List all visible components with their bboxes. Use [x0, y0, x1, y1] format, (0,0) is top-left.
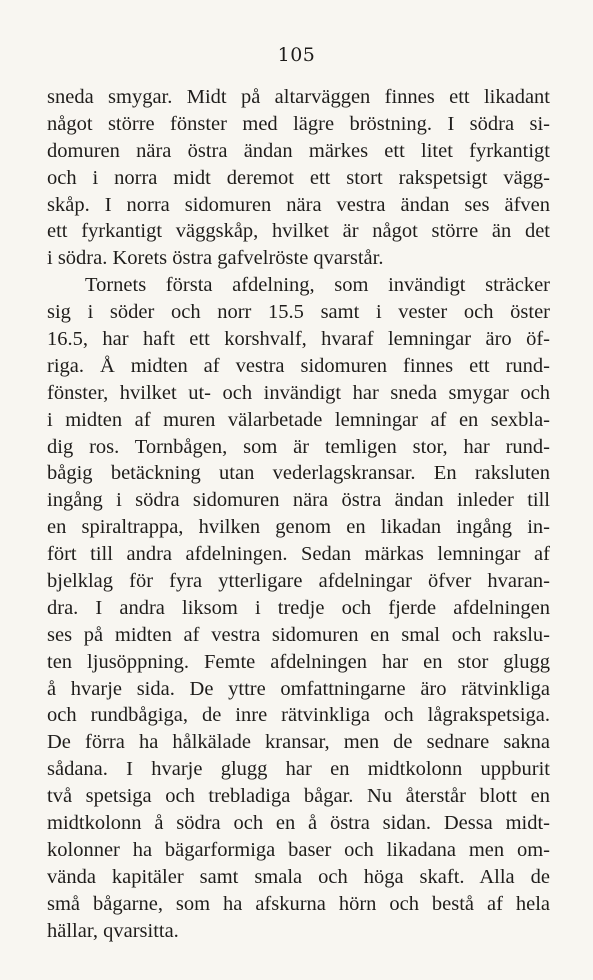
body-text [47, 84, 550, 945]
text-line: i södra. Korets östra gafvelröste qvarstår. [47, 247, 384, 270]
text-line: i midten af muren välarbetade lemningar af en sexbla- [47, 408, 550, 431]
text-line: riga. Å midten af vestra sidomuren finnes ett rund- [47, 354, 550, 377]
text-line: sådana. I hvarje glugg har en midtkolonn uppburit [47, 758, 550, 781]
text-line: dig ros. Tornbågen, som är temligen stor, har rund- [47, 435, 550, 458]
text-line: en spiraltrappa, hvilken genom en likadan ingång in- [47, 516, 550, 539]
text-line: något större fönster med lägre bröstning. I södra si- [47, 112, 550, 135]
text-line: midtkolonn å södra och en å östra sidan. Dessa midt- [47, 812, 550, 835]
text-line: kolonner ha bägarformiga baser och likadana men om- [47, 838, 550, 861]
text-line: domuren nära östra ändan märkes ett litet fyrkantigt [47, 139, 550, 162]
text-line: ingång i södra sidomuren nära östra ändan inleder till [47, 489, 550, 512]
text-line: sig i söder och norr 15.5 samt i vester och öster [47, 301, 550, 324]
text-line: bågig betäckning utan vederlagskransar. En raksluten [47, 462, 550, 485]
text-line: hällar, qvarsitta. [47, 919, 179, 942]
text-line: ett fyrkantigt väggskåp, hvilket är något större än det [47, 220, 550, 243]
text-line: vända kapitäler samt smala och höga skaft. Alla de [47, 865, 550, 888]
text-line: fönster, hvilket ut- och invändigt har sneda smygar och [47, 381, 550, 404]
text-line: två spetsiga och trebladiga bågar. Nu återstår blott en [47, 785, 550, 808]
text-line: bjelklag för fyra ytterligare afdelningar öfver hvaran- [47, 570, 550, 593]
text-line: och i norra midt deremot ett stort rakspetsigt vägg- [47, 166, 550, 189]
text-line: De förra ha hålkälade kransar, men de sednare sakna [47, 731, 550, 754]
text-line: skåp. I norra sidomuren nära vestra ändan ses äfven [47, 193, 550, 216]
text-line: dra. I andra liksom i tredje och fjerde afdelningen [47, 596, 550, 619]
text-line: Tornets första afdelning, som invändigt sträcker [85, 274, 550, 297]
text-line: å hvarje sida. De yttre omfattningarne äro rätvinkliga [47, 677, 550, 700]
text-line: fört till andra afdelningen. Sedan märkas lemningar af [47, 543, 550, 566]
text-line: ten ljusöppning. Femte afdelningen har en stor glugg [47, 650, 550, 673]
text-line: små bågarne, som ha afskurna hörn och bestå af hela [47, 892, 550, 915]
text-line: och rundbågiga, de inre rätvinkliga och lågrakspetsiga. [47, 704, 550, 727]
text-line: sneda smygar. Midt på altarväggen finnes ett likadant [47, 86, 550, 108]
text-line: ses på midten af vestra sidomuren en smal och rakslu- [47, 623, 550, 646]
text-line: 16.5, har haft ett korshvalf, hvaraf lemningar äro öf- [47, 328, 550, 351]
page-number: 105 [277, 44, 316, 66]
